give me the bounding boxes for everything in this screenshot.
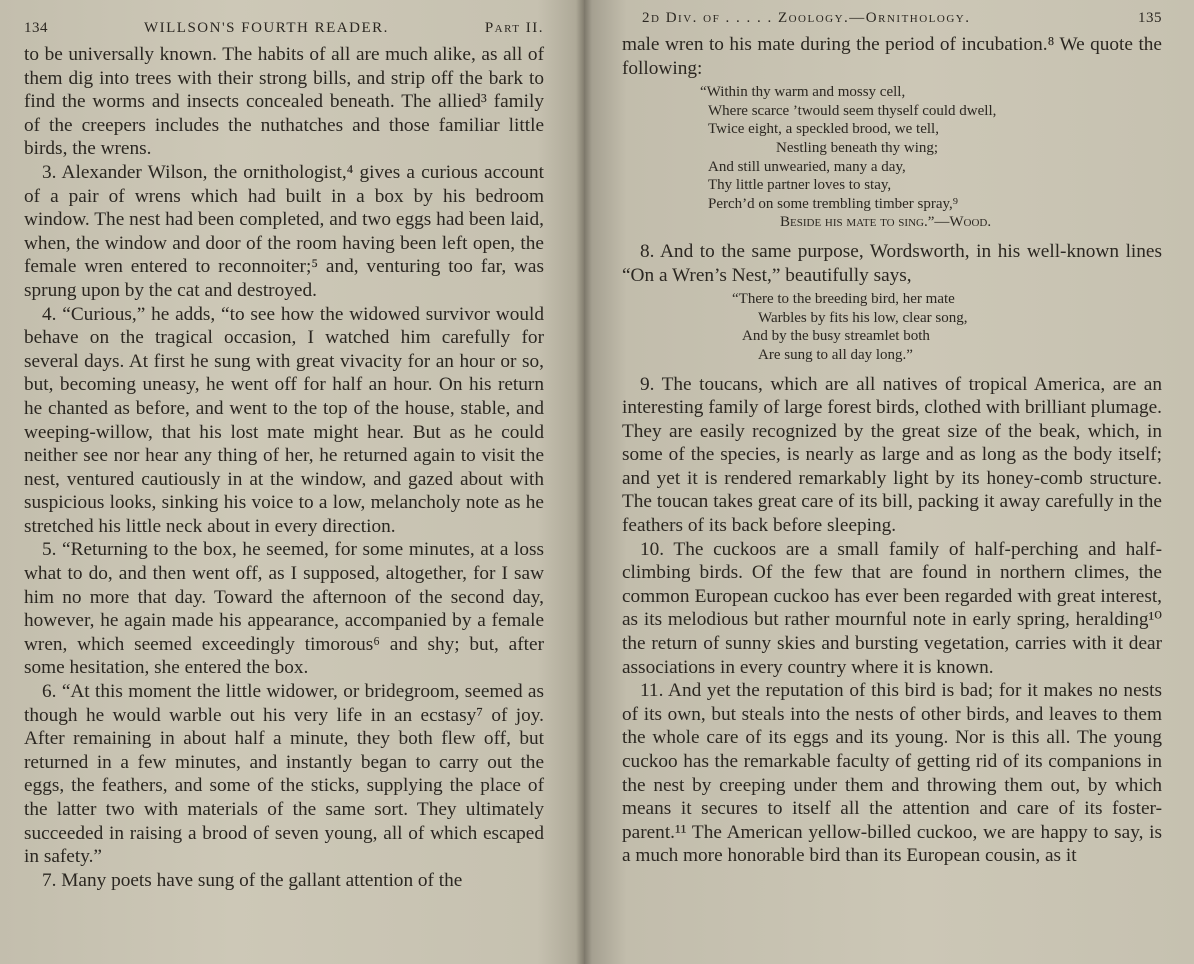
running-title-right: 2d Div. of . . . . . Zoology.—Ornithology.: [642, 10, 971, 26]
paragraph-6: 6. “At this moment the little widower, or bridegroom, seemed as though he would warble out his very life in an ecstasy⁷ of joy. After remaining in about half a minute, they both flew off, but returned in a few minutes, and instantly began to carry out the eggs, the feathers, and some of the sticks, supplying the place of the latter two with materials of the same sort. They ultimately succeeded in raising a brood of seven young, all of which escaped in safety.”: [24, 681, 544, 868]
paragraph-4: 4. “Curious,” he adds, “to see how the widowed survivor would behave on the tragical occasion, I watched him carefully for several days. At first he sung with great vivacity for an hour or so, but, becoming uneasy, he went off for half an hour. On his return he chanted as before, and went to the top of the house, stable, and weeping-willow, that his lost mate might hear. But as he could neither see nor hear any thing of her, he returned again to visit the nest, ventured cautiously in at the window, and gazed about with suspicious looks, sinking his voice to a low, melancholy note as he stretched his little neck about in every direction.: [24, 303, 544, 537]
poem-line: Are sung to all day long.”: [758, 346, 913, 363]
poem-line: Nestling beneath thy wing;: [776, 139, 939, 156]
right-page: [584, 0, 1194, 964]
poem-line: Twice eight, a speckled brood, we tell,: [708, 121, 939, 138]
poem-line-attribution: Beside his mate to sing.”—Wood.: [780, 214, 992, 231]
poem-line: Warbles by fits his low, clear song,: [758, 309, 968, 326]
right-page-body: [622, 33, 1162, 868]
page-number-right: 135: [1138, 10, 1162, 26]
poem-line: And by the busy streamlet both: [742, 328, 930, 345]
left-page-header: [24, 20, 544, 37]
poem-line: “Within thy warm and mossy cell,: [700, 84, 906, 101]
poem-wordsworth: [622, 290, 1162, 364]
poem-line: Perch’d on some trembling timber spray,⁹: [708, 195, 959, 212]
right-page-header: [622, 10, 1162, 27]
paragraph-3: 3. Alexander Wilson, the ornithologist,⁴ gives a curious account of a pair of wrens which had built in a box by his bedroom window. The nest had been completed, and two eggs had been laid, when, the window and door of the room having been left open, the female wren entered to reconnoiter;⁵ and, venturing too far, was sprung upon by the cat and destroyed.: [24, 161, 544, 301]
paragraph-8: 8. And to the same purpose, Wordsworth, in his well-known lines “On a Wren’s Nest,” beautifully says,: [622, 240, 1162, 286]
poem-line: Thy little partner loves to stay,: [708, 177, 892, 194]
poem-line: And still unwearied, many a day,: [708, 158, 906, 175]
left-page: [0, 0, 584, 964]
left-page-body: [24, 43, 544, 892]
page-number-left: 134: [24, 20, 48, 36]
paragraph-7: 7. Many poets have sung of the gallant attention of the: [42, 869, 463, 891]
poem-wood: [622, 83, 1162, 232]
book-gutter-shadow: [576, 0, 592, 964]
poem-line: Where scarce ’twould seem thyself could dwell,: [708, 102, 997, 119]
part-label: Part II.: [484, 20, 544, 36]
poem-line: “There to the breeding bird, her mate: [732, 291, 955, 308]
paragraph-7-continuation: male wren to his mate during the period of incubation.⁸ We quote the following:: [622, 34, 1162, 79]
paragraph-10: 10. The cuckoos are a small family of half-perching and half-climbing birds. Of the few that are found in northern climes, the common European cuckoo has ever been regarded with great interest, as its melodious but rather mournful note in early spring, heralding¹⁰ the return of sunny skies and bursting vegetation, carries with it dear associations in every country where it is known.: [622, 538, 1162, 678]
paragraph-11: 11. And yet the reputation of this bird is bad; for it makes no nests of its own, but steals into the nests of other birds, and leaves to them the whole care of its eggs and its young. Nor is this all. The young cuckoo has the remarkable faculty of getting rid of its companions in the nest by creeping under them and throwing them out, by which means it secures to itself all the attention and care of its foster-parent.¹¹ The American yellow-billed cuckoo, we are happy to say, is a much more honorable bird than its European cousin, as it: [622, 680, 1162, 867]
paragraph-5: 5. “Returning to the box, he seemed, for some minutes, at a loss what to do, and then went off, as I supposed, altogether, for I saw him no more that day. Toward the afternoon of the second day, however, he again made his appearance, accompanied by a female wren, which seemed exceedingly timorous⁶ and shy; but, after some hesitation, she entered the box.: [24, 539, 544, 679]
paragraph-9: 9. The toucans, which are all natives of tropical America, are an interesting family of large forest birds, clothed with brilliant plumage. They are easily recognized by the great size of the beak, which, in some of the species, is nearly as large and as long as the body itself; and yet it is rendered remarkably light by its honey-comb structure. The toucan takes great care of its bill, packing it away carefully in the feathers of its back before sleeping.: [622, 373, 1162, 537]
paragraph-continuation: to be universally known. The habits of all are much alike, as all of them dig into trees with their strong bills, and strip off the bark to find the worms and insects concealed beneath. The allied³ family of the creepers includes the nuthatches and those familiar little birds, the wrens.: [24, 44, 544, 160]
running-title-left: WILLSON'S FOURTH READER.: [143, 20, 389, 36]
